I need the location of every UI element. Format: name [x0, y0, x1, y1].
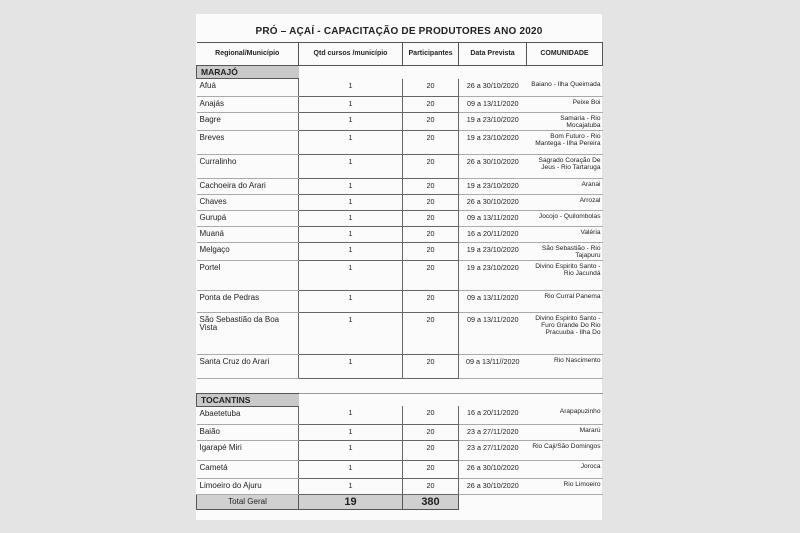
table-row	[197, 210, 603, 226]
cell-participantes: 20	[403, 97, 459, 113]
cell-qtd: 1	[299, 440, 403, 460]
cell-comunidade: Samaria - Rio Mocajatuba	[527, 113, 603, 131]
cell-municipio: Breves	[197, 130, 299, 154]
table-body	[197, 66, 603, 510]
cell-comunidade: Divino Espirito Santo - Furo Grande Do Rio Pracuuba - Ilha Do	[527, 312, 603, 354]
table-row	[197, 178, 603, 194]
cell-municipio: Igarapé Miri	[197, 440, 299, 460]
cell-qtd: 1	[299, 478, 403, 494]
header-data: Data Prevista	[459, 43, 527, 66]
cell-data: 26 a 30/10/2020	[459, 79, 527, 97]
cell-data: 16 a 20/11/2020	[459, 226, 527, 242]
cell-qtd: 1	[299, 113, 403, 131]
cell-comunidade: Peixe Boi	[527, 97, 603, 113]
cell-municipio: Baião	[197, 424, 299, 440]
document-page	[196, 14, 602, 520]
cell-participantes: 20	[403, 178, 459, 194]
region-header-fill	[299, 393, 603, 406]
cell-qtd: 1	[299, 194, 403, 210]
cell-participantes: 20	[403, 406, 459, 424]
region-header-fill	[299, 66, 603, 79]
cell-comunidade: Bom Futuro - Rio Mantega - Ilha Pereira	[527, 130, 603, 154]
table-row	[197, 194, 603, 210]
header-comunidade: COMUNIDADE	[527, 43, 603, 66]
cell-comunidade: Joroca	[527, 460, 603, 478]
spacer-cell	[197, 378, 603, 393]
cell-comunidade: Sagrado Coração De Jeus - Rio Tartaruga	[527, 154, 603, 178]
table-row	[197, 290, 603, 312]
cell-participantes: 20	[403, 460, 459, 478]
cell-municipio: São Sebastião da Boa Vista	[197, 312, 299, 354]
table-row	[197, 226, 603, 242]
cell-participantes: 20	[403, 478, 459, 494]
cell-qtd: 1	[299, 260, 403, 290]
table-row	[197, 260, 603, 290]
cell-data: 26 a 30/10/2020	[459, 460, 527, 478]
cell-qtd: 1	[299, 97, 403, 113]
total-empty	[459, 494, 603, 509]
cell-comunidade: Baiano - Ilha Queimada	[527, 79, 603, 97]
table-row	[197, 460, 603, 478]
cell-participantes: 20	[403, 260, 459, 290]
table-row	[197, 424, 603, 440]
cell-comunidade: Arapapuzinho	[527, 406, 603, 424]
document-title: PRÓ – AÇAÍ - CAPACITAÇÃO DE PRODUTORES ANO 2020	[255, 26, 543, 37]
cell-municipio: Ponta de Pedras	[197, 290, 299, 312]
cell-participantes: 20	[403, 113, 459, 131]
table-row	[197, 97, 603, 113]
cell-qtd: 1	[299, 79, 403, 97]
cell-data: 09 a 13/11/2020	[459, 312, 527, 354]
cell-qtd: 1	[299, 154, 403, 178]
region-name: MARAJÓ	[197, 66, 299, 79]
cell-data: 19 a 23/10/2020	[459, 242, 527, 260]
cell-data: 19 a 23/10/2020	[459, 130, 527, 154]
table-row	[197, 406, 603, 424]
cell-data: 16 a 20/11/2020	[459, 406, 527, 424]
cell-municipio: Cachoeira do Arari	[197, 178, 299, 194]
cell-participantes: 20	[403, 354, 459, 378]
cell-comunidade: Rio Nascimento	[527, 354, 603, 378]
cell-qtd: 1	[299, 130, 403, 154]
cell-data: 19 a 23/10/2020	[459, 178, 527, 194]
cell-qtd: 1	[299, 242, 403, 260]
cell-participantes: 20	[403, 154, 459, 178]
total-row	[197, 494, 603, 509]
cell-qtd: 1	[299, 406, 403, 424]
cell-data: 09 a 13/11//2020	[459, 354, 527, 378]
cell-data: 26 a 30/10/2020	[459, 154, 527, 178]
cell-participantes: 20	[403, 440, 459, 460]
cell-qtd: 1	[299, 312, 403, 354]
cell-municipio: Cametá	[197, 460, 299, 478]
cell-comunidade: Arrozal	[527, 194, 603, 210]
region-header-row	[197, 393, 603, 406]
cell-comunidade: São Sebastião - Rio Tajapuru	[527, 242, 603, 260]
cell-participantes: 20	[403, 290, 459, 312]
cell-data: 19 a 23/10/2020	[459, 260, 527, 290]
cell-qtd: 1	[299, 424, 403, 440]
table-row	[197, 79, 603, 97]
cell-qtd: 1	[299, 178, 403, 194]
cell-participantes: 20	[403, 242, 459, 260]
table-row	[197, 242, 603, 260]
table-row	[197, 478, 603, 494]
cell-comunidade: Jocojo - Quilombolas	[527, 210, 603, 226]
header-municipio: Regional/Município	[197, 43, 299, 66]
cell-qtd: 1	[299, 460, 403, 478]
cell-qtd: 1	[299, 210, 403, 226]
cell-qtd: 1	[299, 290, 403, 312]
total-qtd: 19	[299, 494, 403, 509]
cell-participantes: 20	[403, 79, 459, 97]
table-row	[197, 130, 603, 154]
region-header-row	[197, 66, 603, 79]
region-name: TOCANTINS	[197, 393, 299, 406]
cell-municipio: Muaná	[197, 226, 299, 242]
cell-participantes: 20	[403, 130, 459, 154]
total-participantes: 380	[403, 494, 459, 509]
cell-municipio: Gurupá	[197, 210, 299, 226]
cell-data: 19 a 23/10/2020	[459, 113, 527, 131]
cell-municipio: Abaetetuba	[197, 406, 299, 424]
header-participantes: Participantes	[403, 43, 459, 66]
cell-data: 09 a 13/11/2020	[459, 210, 527, 226]
cell-participantes: 20	[403, 312, 459, 354]
table-row	[197, 113, 603, 131]
cell-municipio: Limoeiro do Ajuru	[197, 478, 299, 494]
table-header-row	[197, 43, 603, 66]
cell-municipio: Santa Cruz do Arari	[197, 354, 299, 378]
cell-data: 26 a 30/10/2020	[459, 478, 527, 494]
cell-municipio: Curralinho	[197, 154, 299, 178]
cell-municipio: Melgaço	[197, 242, 299, 260]
table-row	[197, 312, 603, 354]
cell-participantes: 20	[403, 424, 459, 440]
cell-participantes: 20	[403, 226, 459, 242]
table-row	[197, 154, 603, 178]
cell-comunidade: Rio Caji/São Domingos	[527, 440, 603, 460]
cell-municipio: Afuá	[197, 79, 299, 97]
cell-qtd: 1	[299, 354, 403, 378]
cell-comunidade: Mararú	[527, 424, 603, 440]
region-spacer-row	[197, 378, 603, 393]
cell-data: 23 a 27/11/2020	[459, 424, 527, 440]
cell-comunidade: Divino Espirito Santo - Rio Jacundá	[527, 260, 603, 290]
table-row	[197, 354, 603, 378]
cell-municipio: Anajás	[197, 97, 299, 113]
cell-participantes: 20	[403, 194, 459, 210]
cell-data: 09 a 13/11/2020	[459, 97, 527, 113]
cell-municipio: Bagre	[197, 113, 299, 131]
cell-data: 09 a 13/11/2020	[459, 290, 527, 312]
cell-data: 26 a 30/10/2020	[459, 194, 527, 210]
cell-comunidade: Rio Curral Panema	[527, 290, 603, 312]
cell-municipio: Chaves	[197, 194, 299, 210]
cell-participantes: 20	[403, 210, 459, 226]
cell-comunidade: Valéria	[527, 226, 603, 242]
cell-comunidade: Rio Limoeiro	[527, 478, 603, 494]
cell-data: 23 a 27/11/2020	[459, 440, 527, 460]
total-label: Total Geral	[197, 494, 299, 509]
training-schedule-table	[196, 42, 603, 510]
cell-municipio: Portel	[197, 260, 299, 290]
header-qtd: Qtd cursos /município	[299, 43, 403, 66]
cell-qtd: 1	[299, 226, 403, 242]
cell-comunidade: Aranai	[527, 178, 603, 194]
table-row	[197, 440, 603, 460]
